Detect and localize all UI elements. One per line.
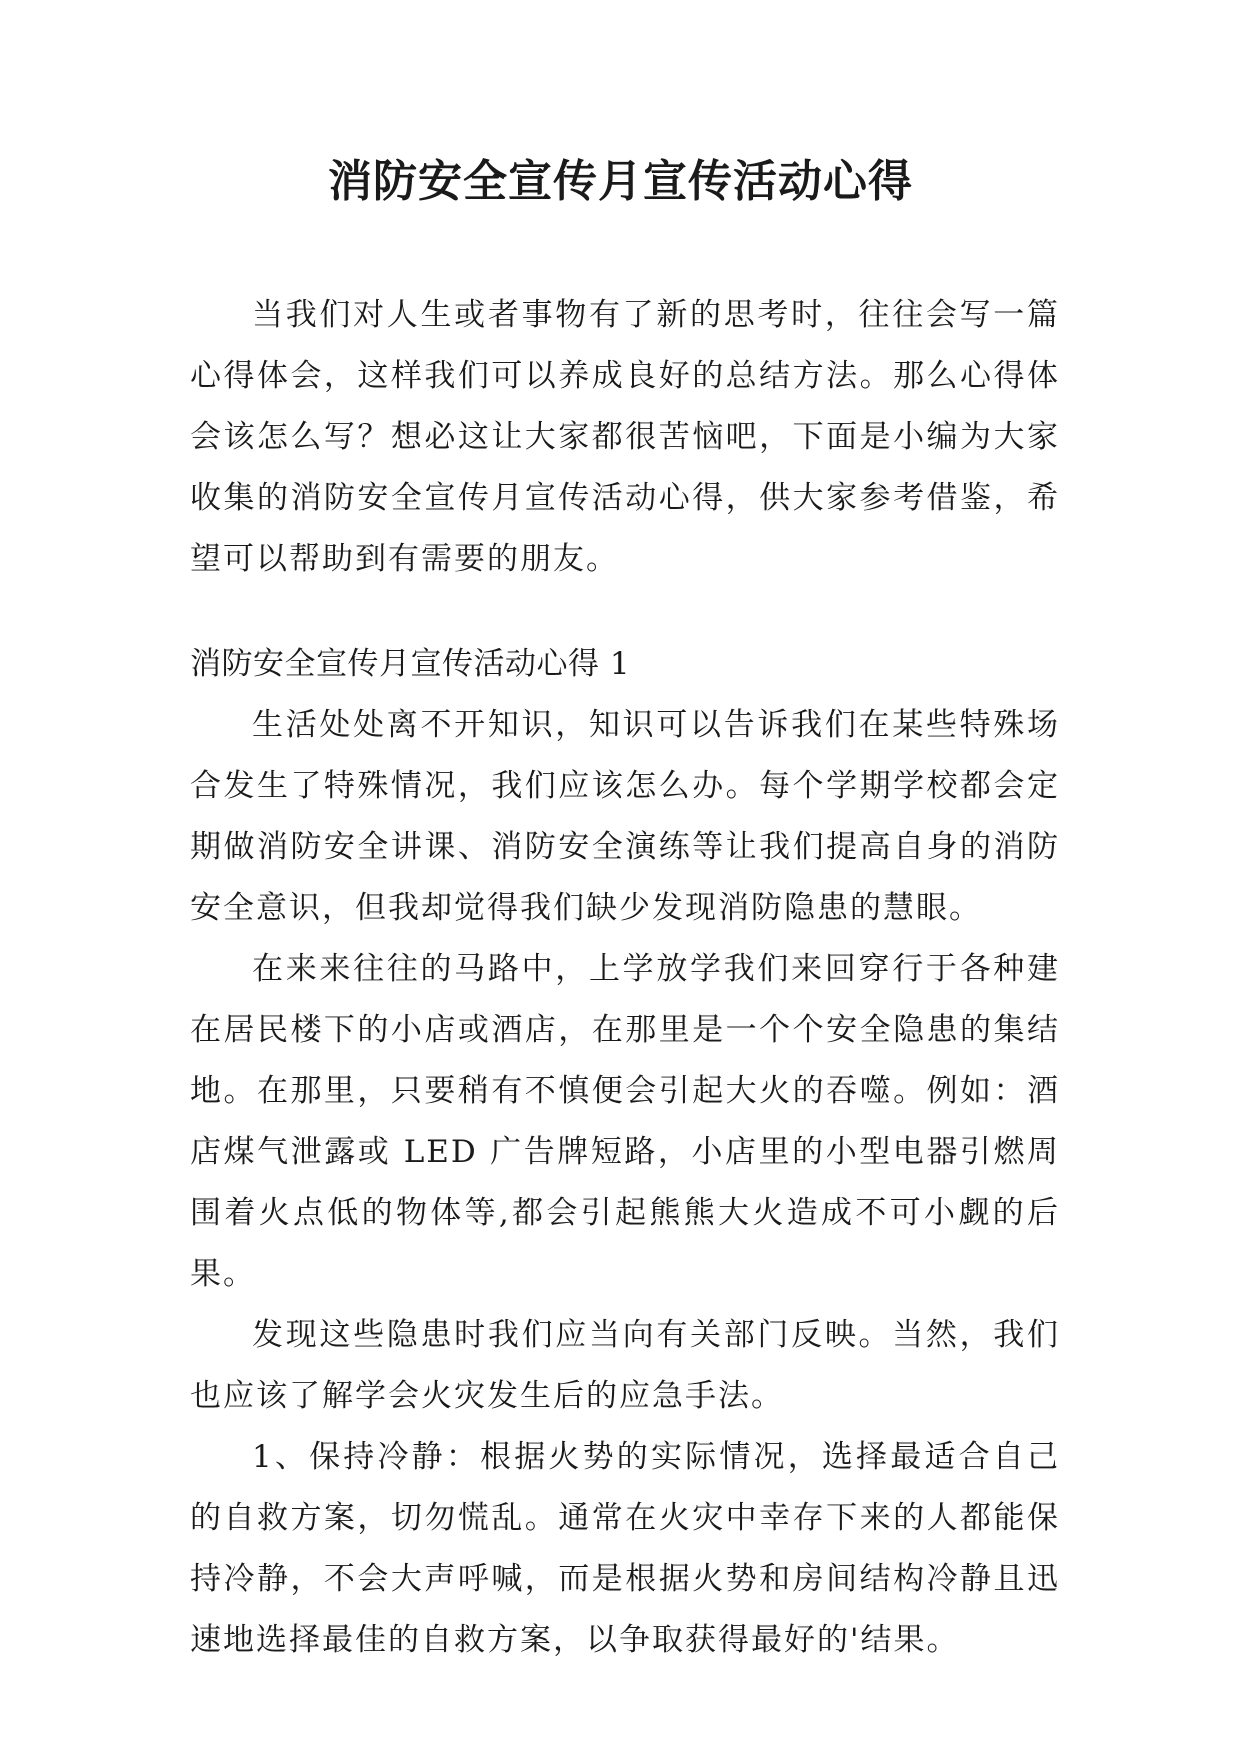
body-paragraph-4: 1、保持冷静：根据火势的实际情况，选择最适合自己的自救方案，切勿慌乱。通常在火灾中幸存下来的人都能保持冷静，不会大声呼喊，而是根据火势和房间结构冷静且迅速地选择最佳的自救方案，以争取获得最好的'结果。: [190, 1439, 1060, 1658]
body-paragraph-3: 发现这些隐患时我们应当向有关部门反映。当然，我们也应该了解学会火灾发生后的应急手法。: [190, 1317, 1060, 1414]
intro-paragraph: 当我们对人生或者事物有了新的思考时，往往会写一篇心得体会，这样我们可以养成良好的总结方法。那么心得体会该怎么写？想必这让大家都很苦恼吧，下面是小编为大家收集的消防安全宣传月宣传活动心得，供大家参考借鉴，希望可以帮助到有需要的朋友。: [190, 297, 1060, 577]
intro-block: [190, 285, 1060, 590]
section-heading: 消防安全宣传月宣传活动心得 1: [190, 646, 631, 682]
body-paragraph-1: 生活处处离不开知识，知识可以告诉我们在某些特殊场合发生了特殊情况，我们应该怎么办。每个学期学校都会定期做消防安全讲课、消防安全演练等让我们提高自身的消防安全意识，但我却觉得我们缺少发现消防隐患的慧眼。: [190, 707, 1060, 926]
body-paragraph-2: 在来来往往的马路中，上学放学我们来回穿行于各种建在居民楼下的小店或酒店，在那里是一个个安全隐患的集结地。在那里，只要稍有不慎便会引起大火的吞噬。例如：酒店煤气泄露或 LED 广告牌短路，小店里的小型电器引燃周围着火点低的物体等,都会引起熊熊大火造成不可小觑的后果。: [190, 951, 1060, 1292]
section-1: [190, 634, 1060, 1671]
document-title: 消防安全宣传月宣传活动心得: [328, 156, 913, 207]
